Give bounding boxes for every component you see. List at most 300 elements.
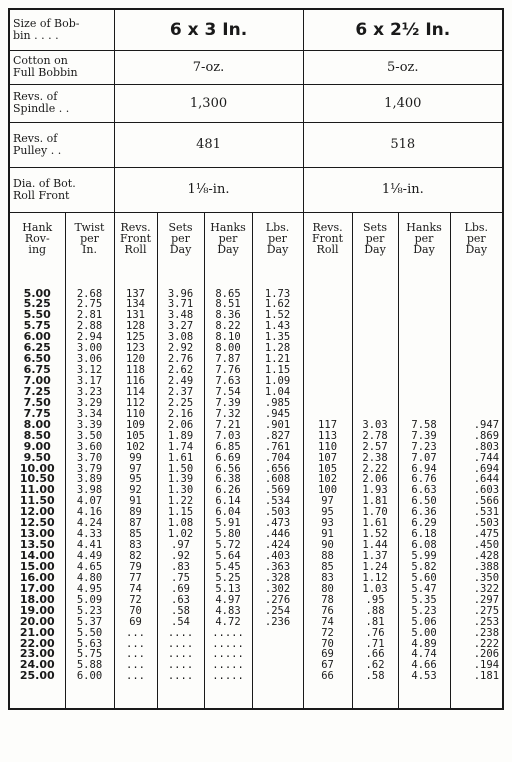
cell: 1.61 bbox=[362, 517, 388, 530]
size-b: 6 x 2½ In. bbox=[303, 9, 503, 50]
cell bbox=[399, 310, 450, 321]
cell: 5.00 bbox=[23, 286, 51, 300]
cell: 11.50 bbox=[19, 494, 55, 508]
cell: 3.71 bbox=[167, 298, 194, 311]
cell: 89 bbox=[129, 506, 142, 519]
cell: 3.79 bbox=[76, 462, 103, 475]
cell: .869 bbox=[473, 429, 500, 442]
cell: 4.49 bbox=[76, 550, 103, 562]
cell bbox=[253, 628, 303, 639]
cell: 7.25 bbox=[23, 384, 51, 398]
cell: 1.43 bbox=[264, 320, 291, 333]
cell: 4.07 bbox=[76, 495, 103, 508]
cell: 7.00 bbox=[23, 374, 51, 387]
cell: 76 bbox=[321, 604, 334, 617]
cell bbox=[253, 649, 303, 660]
roll-label: Dia. of Bot. Roll Front bbox=[9, 167, 114, 212]
cell: 5.75 bbox=[23, 319, 51, 333]
cell: ... bbox=[126, 637, 145, 650]
cell: .222 bbox=[473, 637, 500, 650]
cell: 107 bbox=[318, 451, 338, 464]
cell: 4.74 bbox=[411, 648, 437, 661]
cell: 25.00 bbox=[19, 669, 55, 683]
a-sets-values bbox=[158, 289, 204, 683]
cell: 79 bbox=[129, 560, 142, 573]
cell: 90 bbox=[321, 539, 334, 552]
cell: .761 bbox=[264, 440, 291, 453]
pulley-label: Revs. of Pulley . . bbox=[9, 122, 114, 167]
cell: 5.75 bbox=[76, 648, 103, 661]
cell: 118 bbox=[126, 364, 145, 377]
cell: 6.08 bbox=[411, 539, 437, 552]
cell: 3.98 bbox=[76, 484, 103, 497]
cell: 100 bbox=[318, 484, 338, 497]
cell: .388 bbox=[473, 560, 500, 573]
cell: .644 bbox=[473, 473, 500, 486]
cell: 1.24 bbox=[362, 560, 388, 573]
cell: 83 bbox=[321, 571, 334, 584]
cell: 8.51 bbox=[215, 298, 241, 311]
cell: 7.76 bbox=[215, 364, 241, 377]
cell: 5.64 bbox=[215, 550, 241, 562]
cell: 21.00 bbox=[19, 625, 55, 639]
cell: 5.37 bbox=[76, 615, 103, 628]
cell: 2.37 bbox=[167, 385, 194, 398]
cell bbox=[304, 321, 352, 332]
cell: .236 bbox=[264, 615, 291, 628]
cell: 5.45 bbox=[215, 560, 241, 573]
cell: .424 bbox=[264, 539, 291, 552]
cell: .275 bbox=[473, 604, 500, 617]
cell: .322 bbox=[473, 582, 500, 595]
cell: .947 bbox=[473, 418, 500, 431]
cell: .95 bbox=[365, 593, 385, 606]
cell: 13.50 bbox=[19, 538, 55, 552]
cell: 3.50 bbox=[76, 429, 103, 442]
spinning-table bbox=[8, 8, 504, 710]
cell: 99 bbox=[129, 451, 142, 464]
cell bbox=[399, 354, 450, 365]
cell: 120 bbox=[126, 353, 145, 366]
b-sets-column: Sets per Day 3.03 2.78 2.57 2.38 2.22 2.06 1.93 1.81 1.70 1.61 1.52 1.44 1.37 1.24 1.12 1.03 .95 .88 .81 .76 .71 .66 .62 .58 bbox=[352, 212, 398, 709]
spindle-a: 1,300 bbox=[114, 84, 303, 122]
cell: 3.39 bbox=[76, 418, 103, 431]
cell: 1.12 bbox=[362, 571, 388, 584]
pulley-a: 481 bbox=[114, 122, 303, 167]
cell: 18.00 bbox=[19, 592, 55, 606]
cell: 7.87 bbox=[215, 353, 241, 366]
cell: .534 bbox=[264, 495, 291, 508]
cell: .803 bbox=[473, 440, 500, 453]
cell: 5.72 bbox=[215, 539, 241, 552]
cell bbox=[451, 299, 500, 310]
cell: .76 bbox=[365, 626, 385, 639]
cell: 1.28 bbox=[264, 342, 291, 355]
cell: 6.14 bbox=[215, 495, 241, 508]
cell: .566 bbox=[473, 495, 500, 508]
cell: 97 bbox=[129, 462, 142, 475]
cell: 72 bbox=[321, 626, 334, 639]
cell bbox=[399, 376, 450, 387]
cotton-a: 7-oz. bbox=[114, 50, 303, 84]
cell: .450 bbox=[473, 539, 500, 552]
spindle-b: 1,400 bbox=[303, 84, 503, 122]
cell: .194 bbox=[473, 659, 500, 672]
cotton-label: Cotton on Full Bobbin bbox=[9, 50, 114, 84]
cell: .827 bbox=[264, 429, 291, 442]
cell: 5.35 bbox=[411, 593, 437, 606]
cell: 7.07 bbox=[411, 451, 437, 464]
cell: 3.00 bbox=[76, 342, 103, 355]
cell: 5.00 bbox=[411, 626, 437, 639]
cell: 3.23 bbox=[76, 385, 103, 398]
cell: 7.58 bbox=[411, 418, 437, 431]
cell: 6.00 bbox=[23, 330, 51, 344]
cell: 1.89 bbox=[167, 429, 194, 442]
cell: .... bbox=[167, 637, 194, 650]
cell: 6.75 bbox=[23, 363, 51, 377]
cell: 105 bbox=[126, 429, 145, 442]
cell: .58 bbox=[365, 670, 385, 683]
cell: 5.99 bbox=[411, 550, 437, 562]
cell: 6.38 bbox=[215, 473, 241, 486]
cell: 5.25 bbox=[215, 571, 241, 584]
cell: 69 bbox=[129, 615, 142, 628]
cell: ... bbox=[126, 659, 145, 672]
b-lbs-values bbox=[451, 289, 503, 683]
cell: 85 bbox=[129, 528, 142, 541]
cell: .985 bbox=[264, 396, 291, 409]
cell: .569 bbox=[264, 484, 291, 497]
cell: 6.56 bbox=[215, 462, 241, 475]
cell: .363 bbox=[264, 560, 291, 573]
cell: 5.06 bbox=[411, 615, 437, 628]
cell: 3.29 bbox=[76, 396, 103, 409]
cell: 8.50 bbox=[23, 428, 51, 442]
cell: 110 bbox=[126, 407, 145, 420]
cell: 114 bbox=[126, 385, 145, 398]
cell: .254 bbox=[264, 604, 291, 617]
cell: 102 bbox=[318, 473, 338, 486]
cell: 6.29 bbox=[411, 517, 437, 530]
cell: ..... bbox=[212, 637, 244, 650]
roll-row bbox=[9, 167, 503, 212]
cell: 2.88 bbox=[76, 320, 103, 333]
cell: 3.27 bbox=[167, 320, 194, 333]
cell bbox=[399, 398, 450, 409]
cell: 1.15 bbox=[264, 364, 291, 377]
size-a: 6 x 3 In. bbox=[114, 9, 303, 50]
b-lbs-column: Lbs. per Day .947 .869 .803 .744 .694 .644 .603 .566 .531 .503 .475 .450 .428 .388 .350 .322 .297 .275 .253 .238 .222 .206 .194 .181 bbox=[450, 212, 503, 709]
cell: .350 bbox=[473, 571, 500, 584]
cell: .63 bbox=[171, 593, 190, 606]
cell: .297 bbox=[473, 593, 500, 606]
cell: 7.21 bbox=[215, 418, 241, 431]
a-lbs-values bbox=[253, 289, 303, 683]
cell: 19.00 bbox=[19, 603, 55, 617]
cell: 85 bbox=[321, 560, 334, 573]
cell: 6.50 bbox=[411, 495, 437, 508]
cell: 4.83 bbox=[215, 604, 241, 617]
cell bbox=[304, 332, 352, 343]
cell: .901 bbox=[264, 418, 291, 431]
cell: .945 bbox=[264, 407, 291, 420]
cell bbox=[304, 354, 352, 365]
cell bbox=[451, 398, 500, 409]
roll-a: 1⅛-in. bbox=[114, 167, 303, 212]
cell: .473 bbox=[264, 517, 291, 530]
cell bbox=[353, 354, 398, 365]
cell: .206 bbox=[473, 648, 500, 661]
cell bbox=[353, 332, 398, 343]
cell: 6.76 bbox=[411, 473, 437, 486]
cell: .302 bbox=[264, 582, 291, 595]
cell bbox=[399, 289, 450, 300]
cell: .62 bbox=[365, 659, 385, 672]
cell: .328 bbox=[264, 571, 291, 584]
cell: 8.00 bbox=[215, 342, 241, 355]
cell: 10.50 bbox=[19, 472, 55, 486]
cell: .... bbox=[167, 648, 194, 661]
cell bbox=[399, 332, 450, 343]
cell bbox=[451, 376, 500, 387]
cell: 2.68 bbox=[76, 287, 103, 300]
cell bbox=[451, 321, 500, 332]
cell: 123 bbox=[126, 342, 145, 355]
cell: 6.00 bbox=[76, 670, 103, 683]
cell: ... bbox=[126, 648, 145, 661]
cell: 2.38 bbox=[362, 451, 388, 464]
cell: 9.50 bbox=[23, 450, 51, 464]
cell: 4.24 bbox=[76, 517, 103, 530]
cell: 1.50 bbox=[167, 462, 194, 475]
cell: 5.47 bbox=[411, 582, 437, 595]
cell bbox=[399, 343, 450, 354]
cell: 117 bbox=[318, 418, 338, 431]
cell: 4.16 bbox=[76, 506, 103, 519]
cell: 5.82 bbox=[411, 560, 437, 573]
cell: ... bbox=[126, 670, 145, 683]
cell bbox=[353, 398, 398, 409]
cell: .181 bbox=[473, 670, 500, 683]
cell bbox=[353, 299, 398, 310]
cell: 4.89 bbox=[411, 637, 437, 650]
cell: 15.00 bbox=[19, 559, 55, 573]
cell: 7.23 bbox=[411, 440, 437, 453]
cell: 4.72 bbox=[215, 615, 241, 628]
cell bbox=[451, 332, 500, 343]
cell: 116 bbox=[126, 375, 145, 387]
cell: 5.50 bbox=[23, 308, 51, 322]
cell bbox=[353, 343, 398, 354]
cell: 7.75 bbox=[23, 406, 51, 420]
roll-b: 1⅛-in. bbox=[303, 167, 503, 212]
cell: 1.09 bbox=[264, 375, 291, 387]
cell: .656 bbox=[264, 462, 291, 475]
cell: 112 bbox=[126, 396, 145, 409]
cell: 1.37 bbox=[362, 550, 388, 562]
cell: 5.25 bbox=[23, 297, 51, 311]
cell bbox=[304, 310, 352, 321]
cell: 1.39 bbox=[167, 473, 194, 486]
spindle-label: Revs. of Spindle . . bbox=[9, 84, 114, 122]
a-sets-column: Sets per Day 3.96 3.71 3.48 3.27 3.08 2.92 2.76 2.62 2.49 2.37 2.25 2.16 2.06 1.89 1.74 1.61 1.50 1.39 1.30 1.22 1.15 1.08 1.02 .97 .92 .83 .75 .69 .63 .58 .54 .... .... .... .... .... bbox=[157, 212, 204, 709]
cell: 11.00 bbox=[19, 483, 55, 497]
cell: 2.92 bbox=[167, 342, 194, 355]
cell: .71 bbox=[365, 637, 385, 650]
cell: 6.63 bbox=[411, 484, 437, 497]
cell bbox=[253, 639, 303, 650]
cell: 5.13 bbox=[215, 582, 241, 595]
cell: .403 bbox=[264, 550, 291, 562]
cell: 6.26 bbox=[215, 484, 241, 497]
cell bbox=[399, 299, 450, 310]
cell: 7.39 bbox=[411, 429, 437, 442]
cell: 7.54 bbox=[215, 385, 241, 398]
cell: 4.95 bbox=[76, 582, 103, 595]
cell: .503 bbox=[264, 506, 291, 519]
cell: ..... bbox=[212, 659, 244, 672]
cell: 128 bbox=[126, 320, 145, 333]
a-revs-column: Revs. Front Roll 137 134 131 128 125 123 120 118 116 114 112 110 109 105 102 99 97 95 92 91 89 87 85 83 82 79 77 74 72 70 69 ... ... ... ... ... bbox=[114, 212, 157, 709]
hank-column: Hank Rov- ing 5.00 5.25 5.50 5.75 6.00 6.25 6.50 6.75 7.00 7.25 7.50 7.75 8.00 8.50 9.00 9.50 10.00 10.50 11.00 11.50 12.00 12.50 13.00 13.50 14.00 15.00 16.00 17.00 18.00 19.00 20.00 21.00 22.00 23.00 24.00 25.00 bbox=[9, 212, 65, 709]
cell bbox=[451, 343, 500, 354]
cell: 91 bbox=[321, 528, 334, 541]
cell: 17.00 bbox=[19, 581, 55, 595]
size-label: Size of Bob- bin . . . . bbox=[9, 9, 114, 50]
cell: 4.80 bbox=[76, 571, 103, 584]
cell: 9.00 bbox=[23, 439, 51, 453]
b-sets-values bbox=[353, 289, 398, 683]
cell: 8.10 bbox=[215, 331, 241, 344]
cell: 2.75 bbox=[76, 298, 103, 311]
cell bbox=[451, 365, 500, 376]
cell: 70 bbox=[321, 637, 334, 650]
cell: 12.50 bbox=[19, 516, 55, 530]
cell: 3.03 bbox=[362, 418, 388, 431]
cell bbox=[304, 376, 352, 387]
cell: 23.00 bbox=[19, 647, 55, 661]
cell: 5.91 bbox=[215, 517, 241, 530]
a-hanks-values bbox=[205, 289, 252, 683]
cell: .92 bbox=[171, 550, 190, 562]
cell: 95 bbox=[321, 506, 334, 519]
cell bbox=[353, 376, 398, 387]
pulley-row bbox=[9, 122, 503, 167]
cell: .704 bbox=[264, 451, 291, 464]
cell: 93 bbox=[321, 517, 334, 530]
pulley-b: 518 bbox=[303, 122, 503, 167]
b-hanks-column: Hanks per Day 7.58 7.39 7.23 7.07 6.94 6.76 6.63 6.50 6.36 6.29 6.18 6.08 5.99 5.82 5.60 5.47 5.35 5.23 5.06 5.00 4.89 4.74 4.66 4.53 bbox=[398, 212, 450, 709]
cell: 109 bbox=[126, 418, 145, 431]
cell: 4.97 bbox=[215, 593, 241, 606]
cell: 2.49 bbox=[167, 375, 194, 387]
cell: 3.17 bbox=[76, 375, 103, 387]
cell: 6.36 bbox=[411, 506, 437, 519]
cell: 5.60 bbox=[411, 571, 437, 584]
cell: 7.63 bbox=[215, 375, 241, 387]
cell: 2.06 bbox=[167, 418, 194, 431]
cell bbox=[253, 660, 303, 671]
cell: 91 bbox=[129, 495, 142, 508]
cell: 1.03 bbox=[362, 582, 388, 595]
b-hanks-values bbox=[399, 289, 450, 683]
cell: 8.00 bbox=[23, 417, 51, 431]
cell: 1.81 bbox=[362, 495, 388, 508]
cell: 4.66 bbox=[411, 659, 437, 672]
cell: 5.88 bbox=[76, 659, 103, 672]
cell: 3.96 bbox=[167, 287, 194, 300]
cell: 77 bbox=[129, 571, 142, 584]
cell: 97 bbox=[321, 495, 334, 508]
cell: 8.65 bbox=[215, 287, 241, 300]
cell: 134 bbox=[126, 298, 145, 311]
cell: .238 bbox=[473, 626, 500, 639]
cell: 88 bbox=[321, 550, 334, 562]
cell bbox=[399, 321, 450, 332]
cell: 70 bbox=[129, 604, 142, 617]
cell: 95 bbox=[129, 473, 142, 486]
cell bbox=[353, 289, 398, 300]
cotton-b: 5-oz. bbox=[303, 50, 503, 84]
cell bbox=[353, 310, 398, 321]
a-revs-values bbox=[115, 289, 157, 683]
cell: 5.63 bbox=[76, 637, 103, 650]
cell: .428 bbox=[473, 550, 500, 562]
cell: 2.16 bbox=[167, 407, 194, 420]
cell: .81 bbox=[365, 615, 385, 628]
cell: 2.06 bbox=[362, 473, 388, 486]
cell bbox=[304, 343, 352, 354]
cell: 1.70 bbox=[362, 506, 388, 519]
cell: 3.60 bbox=[76, 440, 103, 453]
cell: 13.00 bbox=[19, 527, 55, 541]
cell bbox=[304, 398, 352, 409]
cell: 66 bbox=[321, 670, 334, 683]
cell: 4.41 bbox=[76, 539, 103, 552]
cell: 87 bbox=[129, 517, 142, 530]
cell: 67 bbox=[321, 659, 334, 672]
cell bbox=[451, 289, 500, 300]
cell: 6.50 bbox=[23, 352, 51, 366]
cell: 1.74 bbox=[167, 440, 194, 453]
cell: .694 bbox=[473, 462, 500, 475]
b-revs-column: Revs. Front Roll 117 113 110 107 105 102 100 97 95 93 91 90 88 85 83 80 78 76 74 72 70 69 67 66 bbox=[303, 212, 352, 709]
cell: 4.33 bbox=[76, 528, 103, 541]
cell bbox=[353, 365, 398, 376]
cell: 2.62 bbox=[167, 364, 194, 377]
cell bbox=[304, 365, 352, 376]
cell: .276 bbox=[264, 593, 291, 606]
cell: 92 bbox=[129, 484, 142, 497]
cell: ..... bbox=[212, 648, 244, 661]
cell bbox=[399, 387, 450, 398]
cell: 2.78 bbox=[362, 429, 388, 442]
cell: 7.50 bbox=[23, 395, 51, 409]
cell: .75 bbox=[171, 571, 190, 584]
cell: .69 bbox=[171, 582, 190, 595]
cell: 72 bbox=[129, 593, 142, 606]
size-row bbox=[9, 9, 503, 50]
cell: 3.06 bbox=[76, 353, 103, 366]
cell bbox=[253, 671, 303, 682]
cell: 6.04 bbox=[215, 506, 241, 519]
cell: 7.32 bbox=[215, 407, 241, 420]
cell: 1.08 bbox=[167, 517, 194, 530]
cell: .88 bbox=[365, 604, 385, 617]
cell: 4.65 bbox=[76, 560, 103, 573]
cell: 105 bbox=[318, 462, 338, 475]
